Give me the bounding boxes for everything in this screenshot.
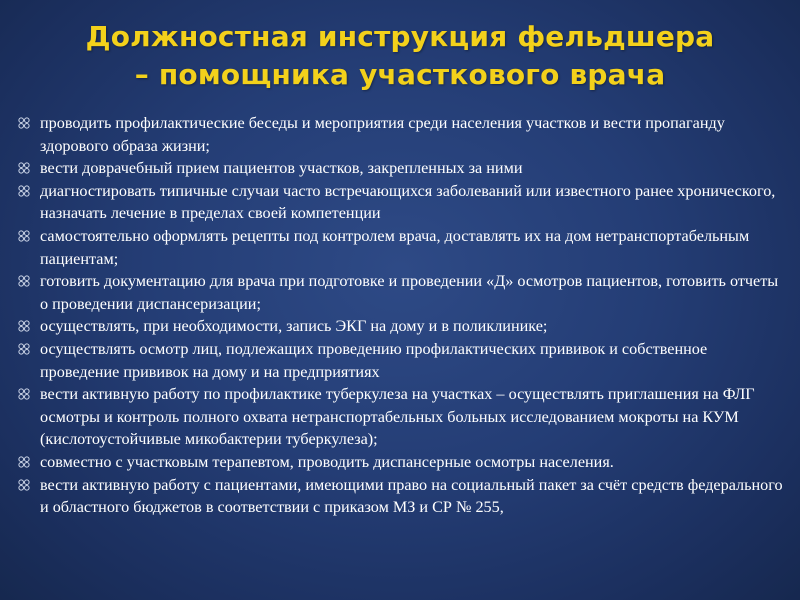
quad-circle-bullet-icon [18,343,30,355]
list-item [16,451,786,474]
quad-circle-bullet-icon [18,320,30,332]
slide-title [20,18,780,94]
list-item [16,157,786,180]
list-item-text: вести доврачебный прием пациентов участков, закрепленных за ними [40,159,523,178]
list-item-text: осуществлять, при необходимости, запись ЭКГ на дому и в поликлинике; [40,317,548,336]
list-item [16,112,786,157]
list-item-text: вести активную работу с пациентами, имеющими право на социальный пакет за счёт средств федерального и областного бюджетов в соответствии с приказом МЗ и СР № 255, [40,475,783,517]
list-item-text: осуществлять осмотр лиц, подлежащих проведению профилактических прививок и собственное проведение прививок на дому и на предприятиях [40,339,708,381]
quad-circle-bullet-icon [18,185,30,197]
list-item-text: самостоятельно оформлять рецепты под контролем врача, доставлять их на дом нетранспортабельным пациентам; [40,226,750,268]
quad-circle-bullet-icon [18,388,30,400]
list-item-text: проводить профилактические беседы и мероприятия среди населения участков и вести пропаганду здорового образа жизни; [40,114,725,155]
list-item-text: вести активную работу по профилактике туберкулеза на участках – осуществлять приглашения на ФЛГ осмотры и контроль полного охвата нетранспортабельных больных исследованием мокроты на КУМ (кислотоустойчивые микобактерии туберкулеза); [40,385,755,449]
list-item [16,474,786,519]
quad-circle-bullet-icon [18,162,30,174]
quad-circle-bullet-icon [18,230,30,242]
quad-circle-bullet-icon [18,479,30,491]
quad-circle-bullet-icon [18,456,30,468]
quad-circle-bullet-icon [18,117,30,129]
list-item [16,338,786,383]
list-item [16,180,786,225]
list-item-text: диагностировать типичные случаи часто встречающихся заболеваний или известного ранее хронического, назначать лечение в пределах своей компетенции [40,181,776,223]
list-item-text: совместно с участковым терапевтом, проводить диспансерные осмотры населения. [40,452,614,471]
list-item [16,383,786,451]
quad-circle-bullet-icon [18,275,30,287]
list-item [16,225,786,270]
list-item [16,270,786,315]
list-item-text: готовить документацию для врача при подготовке и проведении «Д» осмотров пациентов, готовить отчеты о проведении диспансеризации; [40,272,779,313]
list-item [16,315,786,338]
title-line-1: Должностная инструкция фельдшера [85,20,715,53]
bullet-list [16,112,786,519]
title-line-2: – помощника участкового врача [134,58,666,91]
